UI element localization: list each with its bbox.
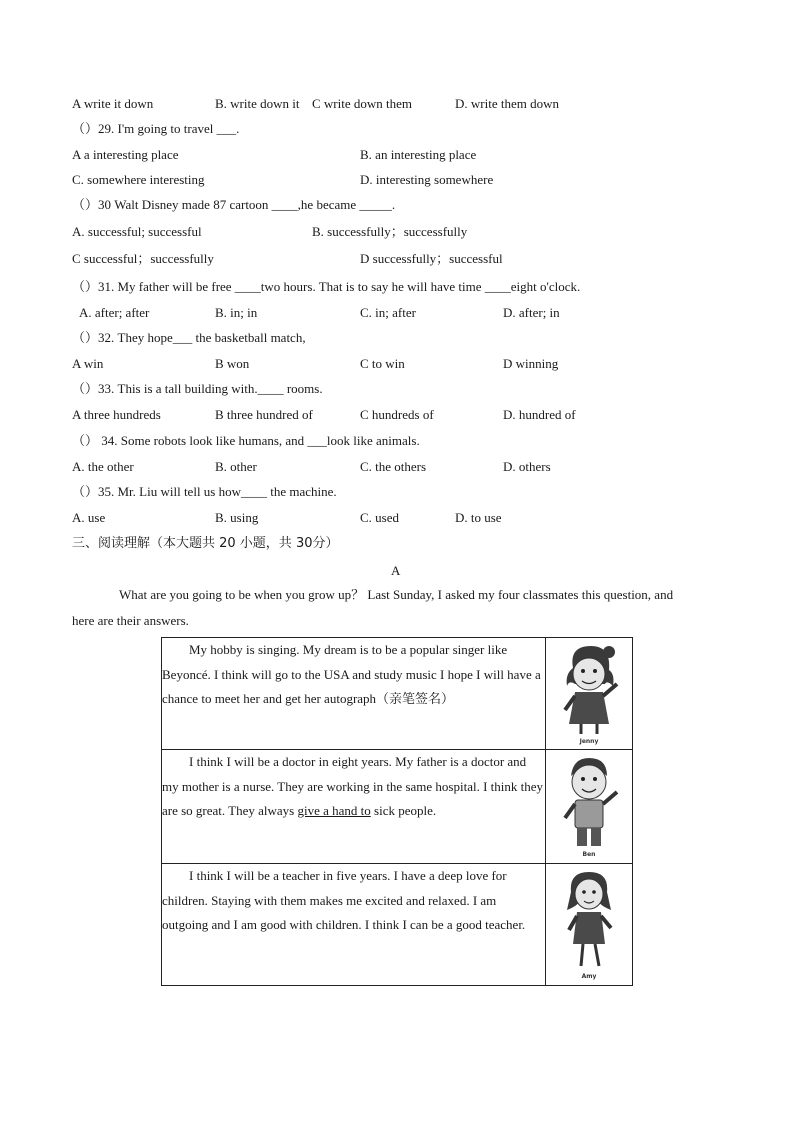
q28-option-a: A write it down bbox=[72, 96, 154, 111]
q35-option-a: A. use bbox=[72, 510, 106, 525]
q33-option-d: D. hundred of bbox=[503, 407, 576, 422]
q30-option-c: C successful；successfully bbox=[72, 251, 214, 266]
q31-option-c: C. in; after bbox=[360, 305, 416, 320]
portrait-ben bbox=[546, 750, 633, 864]
q30-option-a: A. successful; successful bbox=[72, 224, 202, 239]
q35-stem: （）35. Mr. Liu will tell us how____ the machine. bbox=[72, 484, 337, 499]
portrait-label: Amy bbox=[581, 973, 597, 980]
q34-option-c: C. the others bbox=[360, 459, 427, 474]
passage-intro-line2: here are their answers. bbox=[72, 613, 189, 628]
q32-option-a: A win bbox=[72, 356, 104, 371]
q28-option-b: B. write down it bbox=[215, 96, 300, 111]
answer-text-end: sick people. bbox=[370, 803, 437, 818]
q31-option-b: B. in; in bbox=[215, 305, 258, 320]
q32-option-b: B won bbox=[215, 356, 250, 371]
portrait-amy bbox=[546, 864, 633, 986]
girl-illustration-icon bbox=[549, 640, 629, 746]
girl-illustration-icon bbox=[549, 866, 629, 982]
boy-illustration-icon bbox=[549, 752, 629, 860]
q34-option-a: A. the other bbox=[72, 459, 134, 474]
table-row bbox=[162, 750, 633, 864]
q33-option-b: B three hundred of bbox=[215, 407, 313, 422]
answer-text: My hobby is singing. My dream is to be a popular singer like Beyoncé. I think will go to the USA and study music I hope I will have a chance to meet her and get her autograph（亲笔签名） bbox=[162, 642, 541, 706]
q32-stem: （）32. They hope___ the basketball match, bbox=[72, 330, 306, 345]
q30-stem: （）30 Walt Disney made 87 cartoon ____,he became _____. bbox=[72, 197, 396, 212]
passage-intro-line1: What are you going to be when you grow up？ Last Sunday, I asked my four classmates this question, and bbox=[119, 587, 674, 602]
q28-option-c: C write down them bbox=[312, 96, 413, 111]
answer-text-amy bbox=[162, 864, 546, 986]
q33-stem: （）33. This is a tall building with.____ rooms. bbox=[72, 381, 323, 396]
q28-option-d: D. write them down bbox=[455, 96, 559, 111]
q34-option-b: B. other bbox=[215, 459, 257, 474]
q29-option-a: A a interesting place bbox=[72, 147, 179, 162]
q31-stem: （）31. My father will be free ____two hours. That is to say he will have time ____eight o'clock. bbox=[72, 279, 581, 294]
q33-option-a: A three hundreds bbox=[72, 407, 161, 422]
q29-stem: （）29. I'm going to travel ___. bbox=[72, 121, 240, 136]
q29-option-b: B. an interesting place bbox=[360, 147, 477, 162]
classmates-answers-table bbox=[161, 637, 633, 986]
underlined-phrase: give a hand to bbox=[297, 803, 371, 818]
q32-option-d: D winning bbox=[503, 356, 559, 371]
portrait-jenny bbox=[546, 638, 633, 750]
answer-text-jenny bbox=[162, 638, 546, 750]
answer-text: I think I will be a teacher in five years. I have a deep love for children. Staying with them makes me excited and relaxed. I am outgoing and I am good with children. I think I can be a good teacher. bbox=[162, 868, 526, 932]
q29-option-c: C. somewhere interesting bbox=[72, 172, 205, 187]
q35-option-c: C. used bbox=[360, 510, 399, 525]
portrait-label: Jenny bbox=[579, 738, 599, 745]
q31-option-a: A. after; after bbox=[79, 305, 150, 320]
portrait-label: Ben bbox=[582, 851, 596, 858]
table-row bbox=[162, 864, 633, 986]
q34-option-d: D. others bbox=[503, 459, 551, 474]
q34-stem: （） 34. Some robots look like humans, and ___look like animals. bbox=[72, 433, 420, 448]
q35-option-b: B. using bbox=[215, 510, 259, 525]
q30-option-d: D successfully；successful bbox=[360, 251, 503, 266]
passage-label: A bbox=[391, 563, 401, 578]
q33-option-c: C hundreds of bbox=[360, 407, 434, 422]
answer-text: I think I will be a doctor in eight years. My father is a doctor and my mother is a nurse. They are working in the same hospital. I think they are so great. They always bbox=[162, 754, 544, 818]
table-row bbox=[162, 638, 633, 750]
section-heading-reading: 三、阅读理解（本大题共 20 小题，共 30分） bbox=[72, 536, 339, 551]
q29-option-d: D. interesting somewhere bbox=[360, 172, 494, 187]
answer-text-ben bbox=[162, 750, 546, 864]
q31-option-d: D. after; in bbox=[503, 305, 560, 320]
q30-option-b: B. successfully；successfully bbox=[312, 224, 468, 239]
q32-option-c: C to win bbox=[360, 356, 405, 371]
q35-option-d: D. to use bbox=[455, 510, 502, 525]
